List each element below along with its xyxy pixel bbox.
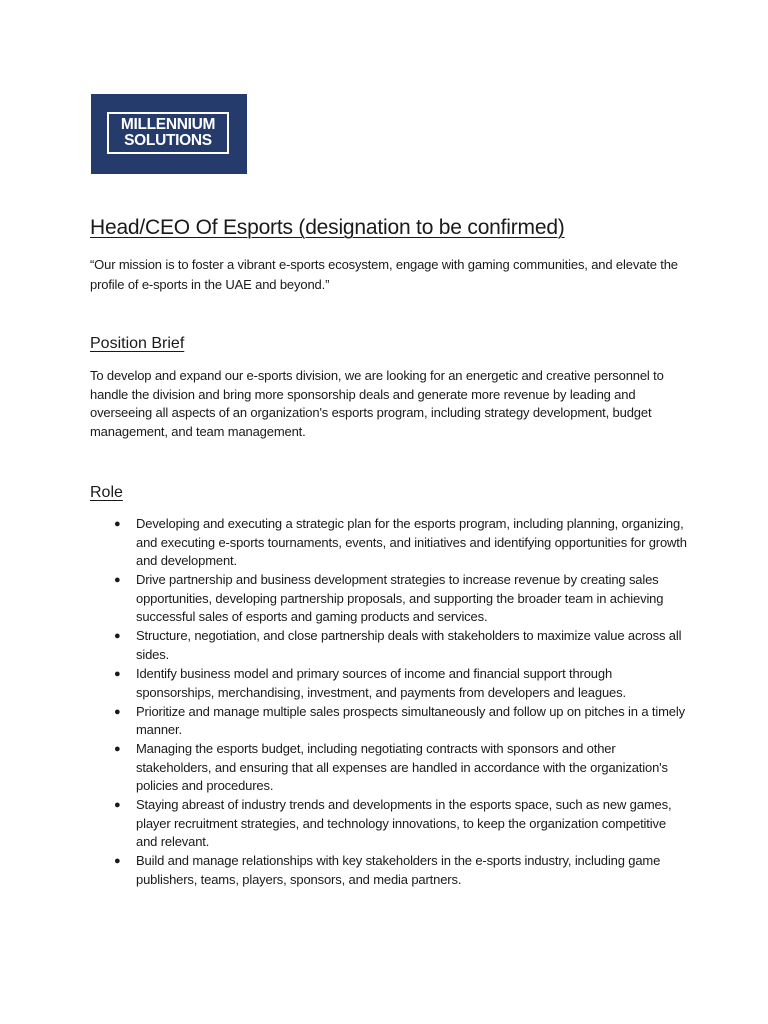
role-item-text: Drive partnership and business development strategies to increase revenue by creating sales opportunities, developing partnership proposals, and supporting the broader team in achieving successful sales of esports and gaming products and services.: [136, 572, 664, 625]
role-item: [90, 703, 690, 740]
company-logo: [91, 94, 247, 174]
role-heading: Role: [90, 484, 123, 501]
role-item: [90, 740, 690, 796]
role-item: [90, 571, 690, 627]
role-item-text: Managing the esports budget, including negotiating contracts with sponsors and other stakeholders, and ensuring that all expenses are handled in accordance with the organization's policies and procedures.: [136, 741, 668, 794]
role-item: [90, 796, 690, 852]
role-item-text: Structure, negotiation, and close partnership deals with stakeholders to maximize value across all sides.: [136, 628, 682, 662]
role-item: [90, 852, 690, 889]
bullet-icon: ●: [114, 574, 121, 587]
bullet-icon: ●: [114, 630, 121, 643]
role-item: [90, 515, 690, 571]
mission-statement: “Our mission is to foster a vibrant e-sports ecosystem, engage with gaming communities, and elevate the profile of e-sports in the UAE and beyond.”: [90, 257, 678, 292]
bullet-icon: ●: [114, 855, 121, 868]
bullet-icon: ●: [114, 667, 121, 680]
position-brief-heading: Position Brief: [90, 335, 185, 352]
role-item-text: Staying abreast of industry trends and developments in the esports space, such as new games, player recruitment strategies, and technology innovations, to keep the organization competitive and relevant.: [136, 797, 672, 850]
role-item: [90, 665, 690, 702]
bullet-icon: ●: [114, 743, 121, 756]
position-brief-text: To develop and expand our e-sports division, we are looking for an energetic and creative personnel to handle the division and bring more sponsorship deals and generate more revenue by leading and overseeing all aspects of an organization's esports program, including strategy development, budget management, and team management.: [90, 368, 664, 439]
bullet-icon: ●: [114, 799, 121, 812]
bullet-icon: ●: [114, 705, 121, 718]
role-item-text: Prioritize and manage multiple sales prospects simultaneously and follow up on pitches in a timely manner.: [136, 703, 685, 738]
role-item: [90, 627, 690, 664]
logo-frame: [107, 112, 229, 154]
role-list: [90, 515, 690, 890]
logo-line-2: SOLUTIONS: [124, 132, 212, 149]
role-item-text: Identify business model and primary sources of income and financial support through sponsorships, merchandising, investment, and payments from developers and leagues.: [136, 665, 626, 700]
bullet-icon: ●: [114, 518, 121, 530]
role-item-text: Developing and executing a strategic plan for the esports program, including planning, organizing, and executing e-sports tournaments, events, and initiatives and identifying opportunities for growth and development.: [136, 516, 687, 569]
logo-line-1: MILLENNIUM: [120, 116, 216, 133]
page-title: Head/CEO Of Esports (designation to be confirmed): [90, 216, 565, 239]
role-item-text: Build and manage relationships with key stakeholders in the e-sports industry, including game publishers, teams, players, sponsors, and media partners.: [136, 853, 661, 888]
